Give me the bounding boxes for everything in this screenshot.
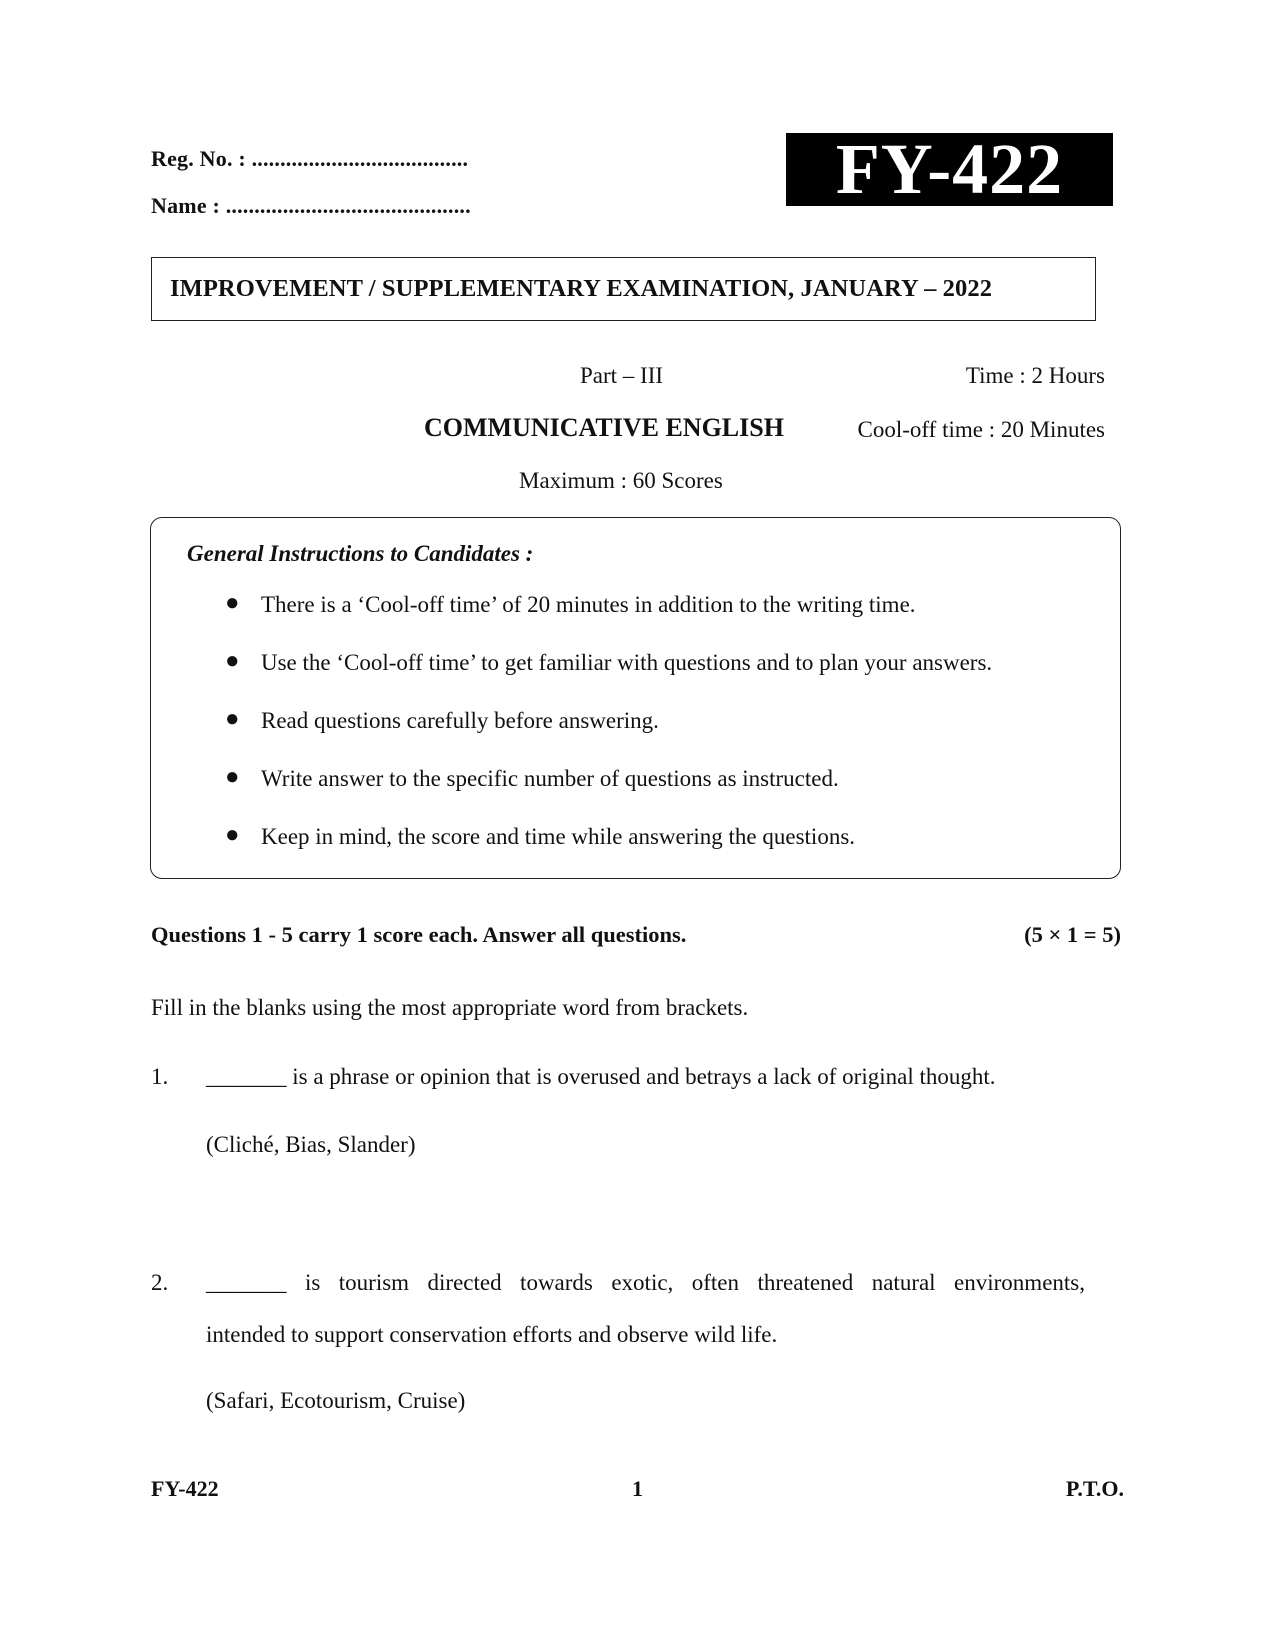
- footer-code: FY-422: [151, 1476, 219, 1501]
- bullet-icon: ●: [225, 706, 240, 732]
- question-text: _______ is tourism directed towards exotic, often threatened natural environments,: [206, 1270, 1085, 1295]
- instruction-item: Keep in mind, the score and time while answering the questions.: [261, 824, 856, 849]
- question-options: (Cliché, Bias, Slander): [206, 1132, 416, 1157]
- instructions-title: General Instructions to Candidates :: [187, 541, 534, 566]
- reg-no-field: Reg. No. : ......................................: [151, 146, 469, 171]
- section-direction: Fill in the blanks using the most appropriate word from brackets.: [151, 995, 749, 1020]
- name-field: Name : ...........................................: [151, 193, 471, 218]
- exam-title-box: [151, 257, 1096, 321]
- maximum-scores: Maximum : 60 Scores: [519, 468, 723, 493]
- question-text: _______ is a phrase or opinion that is overused and betrays a lack of original thought.: [206, 1064, 996, 1089]
- subject-title: COMMUNICATIVE ENGLISH: [424, 413, 784, 442]
- time-label: Time : 2 Hours: [965, 363, 1105, 388]
- section-marks: (5 × 1 = 5): [1024, 922, 1121, 947]
- section-heading: Questions 1 - 5 carry 1 score each. Answer all questions.: [151, 922, 687, 947]
- cool-off-label: Cool-off time : 20 Minutes: [857, 417, 1105, 442]
- bullet-icon: ●: [225, 822, 240, 848]
- instruction-item: There is a ‘Cool-off time’ of 20 minutes in addition to the writing time.: [261, 592, 916, 617]
- instruction-item: Use the ‘Cool-off time’ to get familiar with questions and to plan your answers.: [261, 650, 993, 675]
- bullet-icon: ●: [225, 590, 240, 616]
- bullet-icon: ●: [225, 648, 240, 674]
- question-text-continued: intended to support conservation efforts and observe wild life.: [206, 1322, 778, 1347]
- part-label: Part – III: [580, 363, 664, 388]
- question-options: (Safari, Ecotourism, Cruise): [206, 1388, 466, 1413]
- page-number: 1: [632, 1476, 643, 1501]
- exam-title: IMPROVEMENT / SUPPLEMENTARY EXAMINATION, JANUARY – 2022: [170, 275, 993, 302]
- question-number: 1.: [151, 1064, 169, 1089]
- pto-label: P.T.O.: [1065, 1476, 1124, 1501]
- instruction-item: Write answer to the specific number of questions as instructed.: [261, 766, 839, 791]
- bullet-icon: ●: [225, 764, 240, 790]
- paper-code-badge: FY-422: [786, 133, 1113, 206]
- instruction-item: Read questions carefully before answering.: [261, 708, 659, 733]
- question-number: 2.: [151, 1270, 169, 1295]
